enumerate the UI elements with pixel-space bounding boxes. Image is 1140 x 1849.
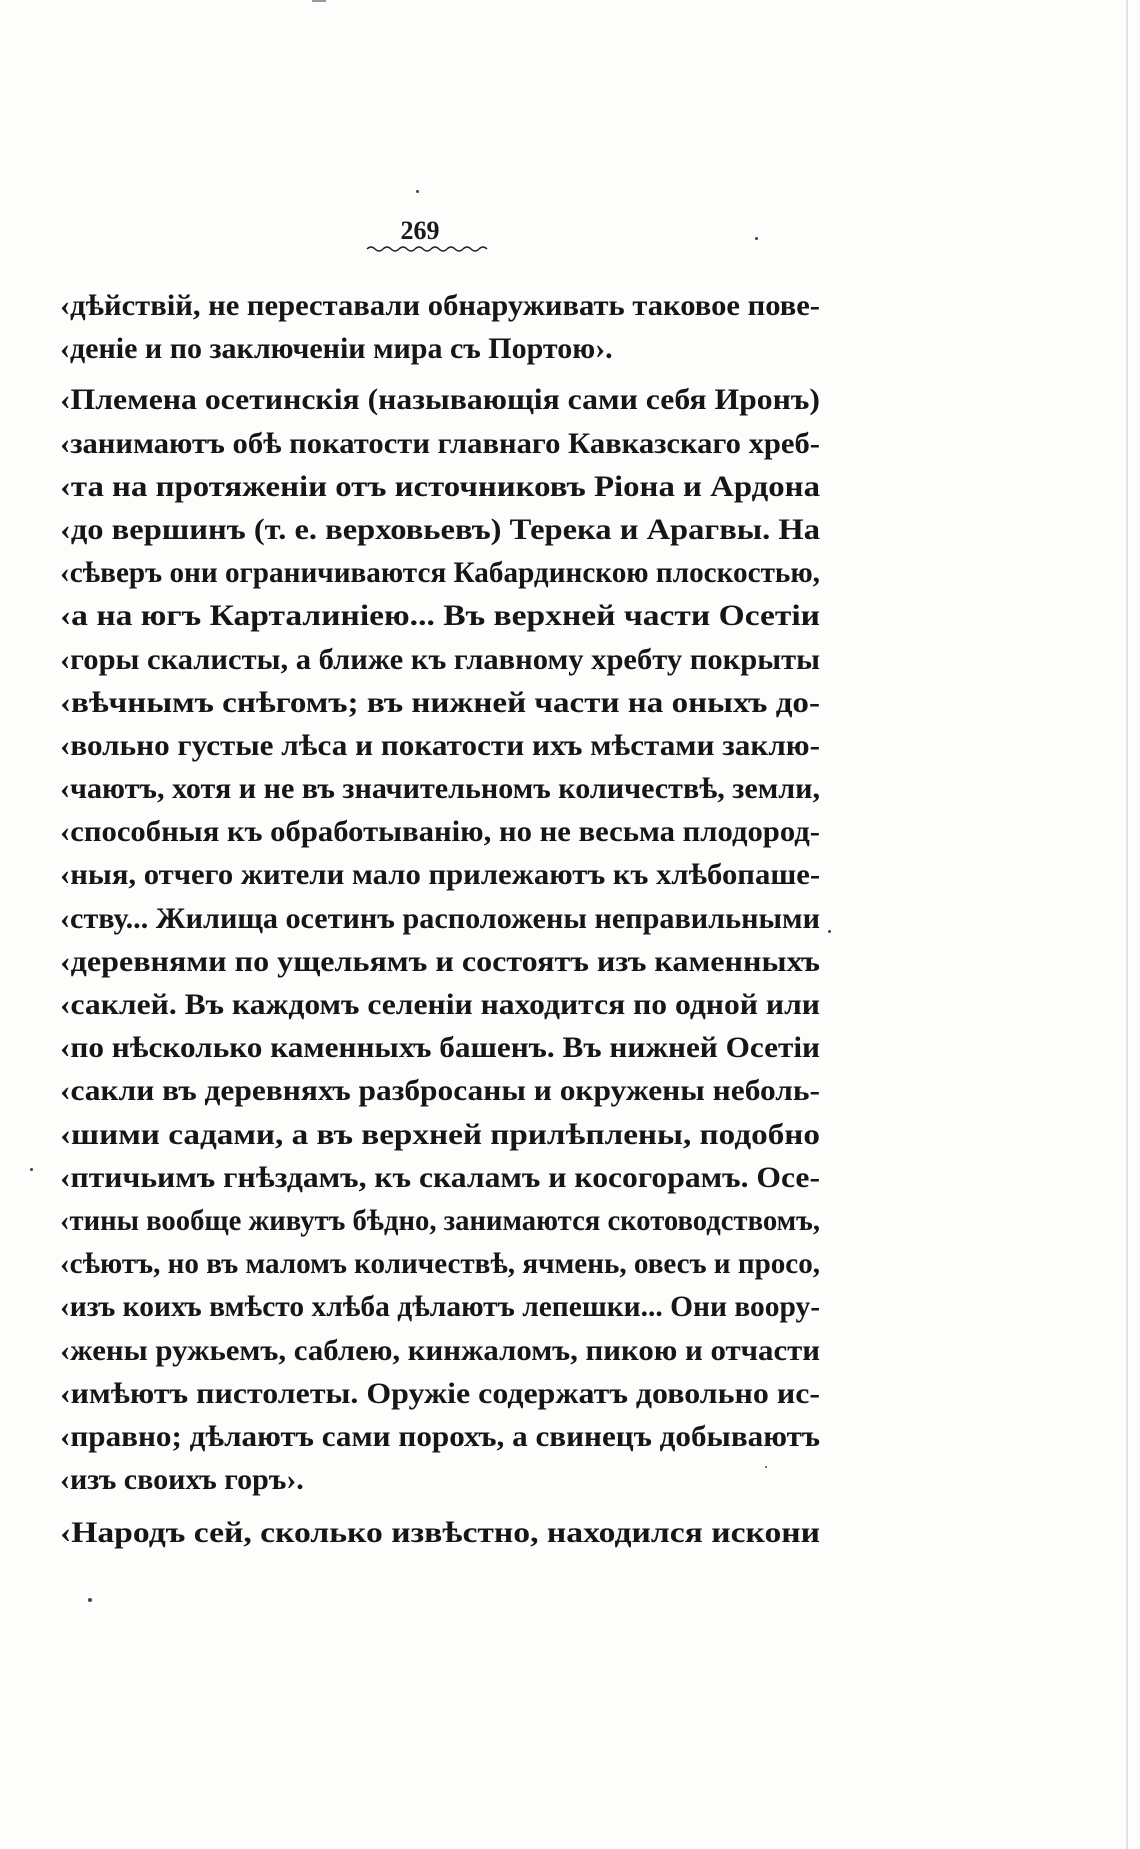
text-line: ‹вѣчнымъ снѣгомъ; въ нижней части на оныхъ до- (60, 685, 820, 719)
text-line: ‹шими садами, а въ верхней прилѣплены, подобно (60, 1117, 821, 1151)
text-line: ‹а на югъ Карталиніею... Въ верхней части Осетіи (60, 599, 820, 633)
text-line: ‹птичьимъ гнѣздамъ, къ скаламъ и косогорамъ. Осе- (60, 1160, 820, 1194)
text-line: ‹сѣверъ они ограничиваются Кабардинскою плоскостью, (60, 556, 820, 590)
text-line: ‹Народъ сей, сколько извѣстно, находился искони (60, 1516, 821, 1550)
text-line: ‹сѣютъ, но въ маломъ количествѣ, ячмень, овесъ и просо, (60, 1247, 821, 1281)
text-line: ‹саклей. Въ каждомъ селеніи находится по одной или (60, 988, 820, 1021)
text-line: ‹тины вообще живутъ бѣдно, занимаются скотоводствомъ, (60, 1203, 821, 1237)
text-line: ‹дѣйствій, не переставали обнаруживать таковое пове- (60, 289, 820, 322)
text-line: ‹Племена осетинскія (называющія сами себя Иронъ) (60, 383, 820, 417)
text-line: ‹чаютъ, хотя и не въ значительномъ количествѣ, земли, (60, 772, 821, 806)
scan-edge-mark (312, 0, 326, 2)
text-line: ‹до вершинъ (т. е. верховьевъ) Терека и Арагвы. На (60, 512, 820, 546)
text-line: ‹вольно густые лѣса и покатости ихъ мѣстами заклю- (60, 728, 821, 762)
scan-speck (755, 237, 758, 240)
scan-speck (828, 930, 831, 933)
text-line: ‹деніе и по заключеніи мира съ Портою›. (60, 332, 613, 366)
scan-speck (88, 1598, 92, 1602)
text-line: ‹сакли въ деревняхъ разбросаны и окружены неболь- (60, 1074, 820, 1108)
scan-speck (30, 1168, 33, 1171)
text-line: ‹деревнями по ущельямъ и состоятъ изъ каменныхъ (60, 944, 821, 978)
text-line: ‹ству... Жилища осетинъ расположены неправильными (60, 901, 820, 935)
scan-edge-mark (1126, 0, 1128, 1849)
text-line: ‹изъ своихъ горъ›. (60, 1463, 304, 1497)
text-line: ‹занимаютъ обѣ покатости главнаго Кавказскаго хреб- (60, 426, 820, 460)
text-line: ‹по нѣсколько каменныхъ башенъ. Въ нижней Осетіи (60, 1031, 820, 1065)
page-number: 269 (400, 216, 440, 245)
text-line: ‹изъ коихъ вмѣсто хлѣба дѣлаютъ лепешки... Они воору- (60, 1290, 821, 1324)
page-number-ornament (365, 244, 489, 254)
scan-speck (416, 190, 419, 193)
page-text (60, 284, 820, 1554)
text-line: ‹имѣютъ пистолеты. Оружіе содержатъ довольно ис- (60, 1376, 820, 1410)
text-line: ‹способныя къ обработыванію, но не весьма плодород- (60, 815, 821, 849)
text-line: ‹та на протяженіи отъ источниковъ Ріона и Ардона (60, 469, 821, 503)
text-line: ‹правно; дѣлаютъ сами порохъ, а свинецъ добываютъ (60, 1419, 821, 1453)
text-line: ‹жены ружьемъ, саблею, кинжаломъ, пикою и отчасти (60, 1333, 821, 1367)
text-line: ‹ныя, отчего жители мало прилежаютъ къ хлѣбопаше- (60, 858, 821, 892)
text-line: ‹горы скалисты, а ближе къ главному хребту покрыты (60, 642, 820, 676)
